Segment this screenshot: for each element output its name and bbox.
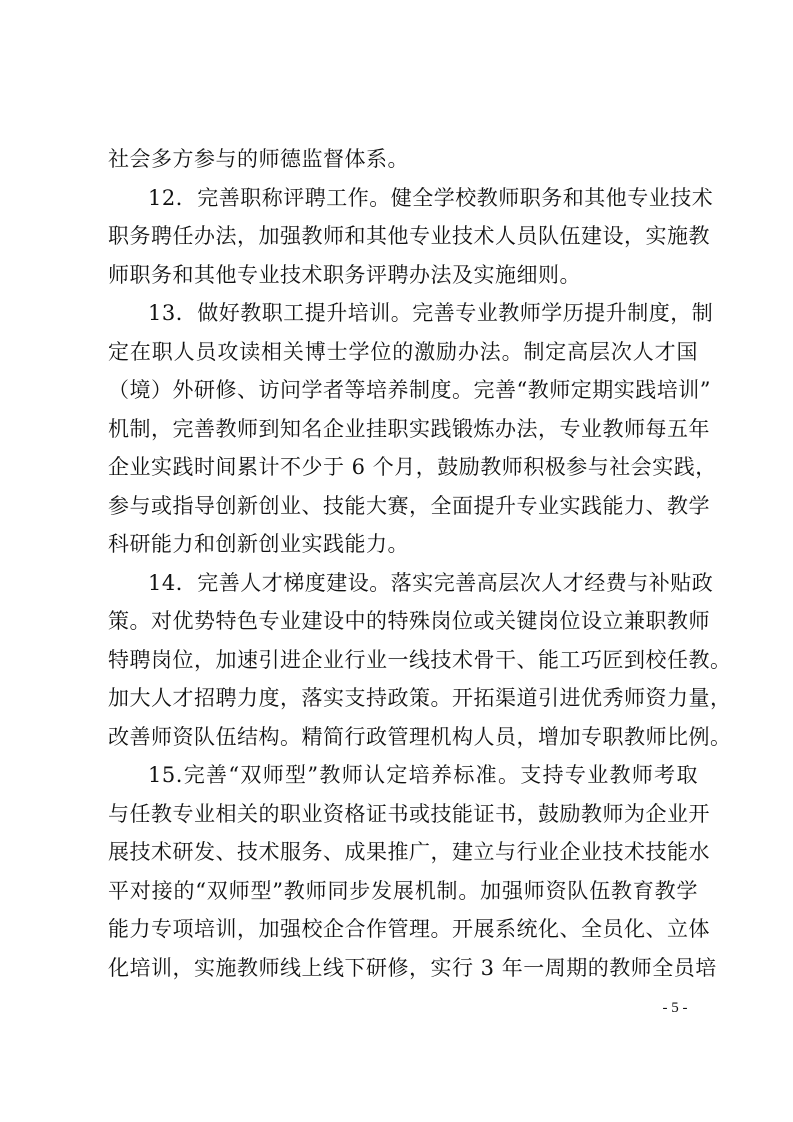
text-line: 师职务和其他专业技术职务评聘办法及实施细则。 [108,262,581,287]
text-line: 策。对优势特色专业建设中的特殊岗位或关键岗位设立兼职教师 [108,609,710,633]
text-line: 定在职人员攻读相关博士学位的激励办法。制定高层次人才国 [108,339,698,364]
text-line: 加大人才招聘力度，落实支持政策。开拓渠道引进优秀师资力量， [108,686,732,710]
text-line: 特聘岗位，加速引进企业行业一线技术骨干、能工巧匠到校任教。 [108,647,732,672]
body-text [108,140,732,987]
text-line: 平对接的“双师型”教师同步发展机制。加强师资队伍教育教学 [108,878,698,903]
text-line: 机制，完善教师到知名企业挂职实践锻炼办法，专业教师每五年 [108,416,710,441]
text-line: 展技术研发、技术服务、成果推广，建立与行业企业技术技能水 [108,840,710,864]
text-line: 参与或指导创新创业、技能大赛，全面提升专业实践能力、教学 [108,493,710,518]
text-line: 化培训，实施教师线上线下研修，实行 3 年一周期的教师全员培 [108,955,717,980]
text-line: 能力专项培训，加强校企合作管理。开展系统化、全员化、立体 [108,917,710,941]
text-line: （境）外研修、访问学者等培养制度。完善“教师定期实践培训” [108,378,711,402]
page-number: - 5 - [662,1000,688,1016]
text-line: 社会多方参与的师德监督体系。 [108,147,409,171]
text-line: 12．完善职称评聘工作。健全学校教师职务和其他专业技术 [148,185,714,210]
text-line: 与任教专业相关的职业资格证书或技能证书，鼓励教师为企业开 [108,801,710,826]
text-line: 科研能力和创新创业实践能力。 [108,532,409,556]
text-line: 15.完善“双师型”教师认定培养标准。支持专业教师考取 [148,763,698,787]
text-line: 改善师资队伍结构。精简行政管理机构人员，增加专职教师比例。 [108,724,732,749]
text-line: 企业实践时间累计不少于 6 个月，鼓励教师积极参与社会实践， [108,455,717,479]
text-line: 职务聘任办法，加强教师和其他专业技术人员队伍建设，实施教 [108,224,710,248]
text-line: 13．做好教职工提升培训。完善专业教师学历提升制度，制 [148,301,714,325]
text-line: 14．完善人才梯度建设。落实完善高层次人才经费与补贴政 [148,570,714,595]
